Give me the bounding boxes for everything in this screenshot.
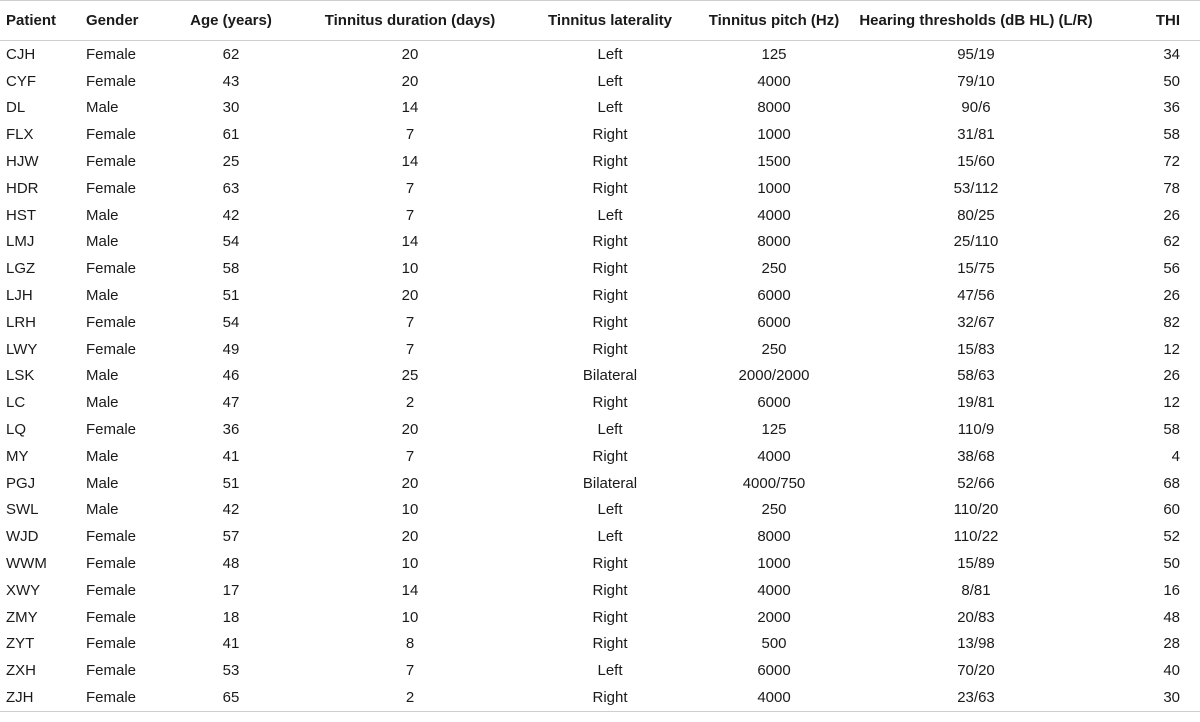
cell-thi: 58 <box>1163 126 1180 144</box>
table-row <box>0 363 1200 390</box>
cell-age: 41 <box>222 635 240 653</box>
cell-thi: 68 <box>1163 474 1180 492</box>
cell-patient: HDR <box>6 179 39 197</box>
cell-gender: Male <box>86 99 119 117</box>
cell-patient: LJH <box>6 287 33 305</box>
cell-hearing-thresholds: 110/20 <box>953 501 999 519</box>
cell-tinnitus-duration: 14 <box>401 233 419 251</box>
cell-thi: 26 <box>1163 367 1180 385</box>
cell-gender: Female <box>86 684 172 711</box>
cell-tinnitus-pitch: 4000 <box>757 447 791 465</box>
header-patient: Patient <box>0 1 86 41</box>
cell-tinnitus-laterality: Right <box>592 313 628 331</box>
cell-gender: Male <box>86 394 119 412</box>
cell-patient: LSK <box>6 367 35 385</box>
cell-tinnitus-pitch: 6000 <box>757 662 791 680</box>
cell-patient: WJD <box>6 528 39 546</box>
table-row <box>0 68 1200 95</box>
cell-hearing-thresholds: 15/83 <box>957 340 995 358</box>
cell-thi: 28 <box>1163 635 1180 653</box>
cell-thi: 50 <box>1163 555 1180 573</box>
cell-gender: Female <box>86 421 137 439</box>
cell-tinnitus-laterality: Left <box>597 206 623 224</box>
cell-tinnitus-duration: 7 <box>405 447 415 465</box>
cell-patient: ZYT <box>6 635 35 653</box>
cell-hearing-thresholds: 95/19 <box>957 45 995 63</box>
cell-thi: 78 <box>1163 179 1180 197</box>
cell-age: 25 <box>222 153 240 171</box>
table-row <box>0 604 1200 631</box>
cell-thi: 16 <box>1163 581 1180 599</box>
cell-age: 65 <box>172 684 290 711</box>
cell-gender: Male <box>86 367 119 385</box>
cell-tinnitus-duration: 10 <box>401 608 419 626</box>
cell-age: 46 <box>222 367 240 385</box>
cell-gender: Female <box>86 581 137 599</box>
cell-age: 51 <box>222 474 240 492</box>
cell-gender: Female <box>86 126 137 144</box>
cell-tinnitus-pitch: 500 <box>761 635 787 653</box>
table-row <box>0 497 1200 524</box>
table-row <box>0 175 1200 202</box>
cell-tinnitus-laterality: Left <box>597 45 623 63</box>
cell-tinnitus-duration: 20 <box>401 421 419 439</box>
table-row <box>0 148 1200 175</box>
header-tinnitus-laterality: Tinnitus laterality <box>530 1 690 41</box>
cell-age: 58 <box>222 260 240 278</box>
cell-gender: Female <box>86 608 137 626</box>
cell-patient: FLX <box>6 126 34 144</box>
cell-tinnitus-laterality: Right <box>592 635 628 653</box>
cell-tinnitus-laterality: Left <box>597 501 623 519</box>
cell-tinnitus-pitch: 4000 <box>690 684 858 711</box>
table-row <box>0 523 1200 550</box>
cell-thi: 48 <box>1163 608 1180 626</box>
cell-patient: ZJH <box>0 684 86 711</box>
cell-age: 30 <box>222 99 240 117</box>
cell-gender: Male <box>86 447 119 465</box>
cell-tinnitus-duration: 7 <box>405 179 415 197</box>
cell-gender: Female <box>86 153 137 171</box>
cell-tinnitus-duration: 7 <box>405 662 415 680</box>
table-row <box>0 470 1200 497</box>
cell-thi: 30 <box>1094 684 1200 711</box>
cell-age: 49 <box>222 340 240 358</box>
header-row <box>0 1 1200 41</box>
cell-gender: Female <box>86 662 137 680</box>
cell-tinnitus-duration: 20 <box>401 72 419 90</box>
cell-tinnitus-duration: 10 <box>401 260 419 278</box>
table-row <box>0 550 1200 577</box>
cell-tinnitus-pitch: 125 <box>761 45 787 63</box>
cell-tinnitus-duration: 20 <box>401 474 419 492</box>
cell-tinnitus-duration: 10 <box>401 555 419 573</box>
cell-patient: XWY <box>6 581 41 599</box>
cell-tinnitus-laterality: Bilateral <box>582 474 638 492</box>
cell-hearing-thresholds: 52/66 <box>957 474 995 492</box>
cell-tinnitus-pitch: 6000 <box>757 394 791 412</box>
cell-hearing-thresholds: 32/67 <box>957 313 995 331</box>
cell-tinnitus-laterality: Right <box>592 260 628 278</box>
cell-tinnitus-laterality: Left <box>597 421 623 439</box>
cell-gender: Female <box>86 528 137 546</box>
cell-age: 36 <box>222 421 240 439</box>
table-row <box>0 577 1200 604</box>
cell-age: 43 <box>222 72 240 90</box>
cell-tinnitus-pitch: 1500 <box>757 153 791 171</box>
cell-thi: 50 <box>1163 72 1180 90</box>
cell-patient: WWM <box>6 555 47 573</box>
cell-tinnitus-pitch: 1000 <box>757 126 791 144</box>
cell-tinnitus-laterality: Right <box>592 153 628 171</box>
table-row <box>0 309 1200 336</box>
header-gender: Gender <box>86 1 172 41</box>
cell-tinnitus-pitch: 2000/2000 <box>738 367 810 385</box>
cell-tinnitus-duration: 7 <box>405 206 415 224</box>
cell-tinnitus-duration: 25 <box>401 367 419 385</box>
cell-tinnitus-duration: 20 <box>401 287 419 305</box>
cell-patient: PGJ <box>6 474 36 492</box>
cell-hearing-thresholds: 110/9 <box>957 421 995 439</box>
cell-thi: 34 <box>1163 45 1180 63</box>
cell-patient: CYF <box>6 72 36 90</box>
cell-tinnitus-laterality: Right <box>592 581 628 599</box>
table-row <box>0 336 1200 363</box>
cell-hearing-thresholds: 23/63 <box>858 684 1094 711</box>
cell-hearing-thresholds: 15/89 <box>957 555 995 573</box>
cell-gender: Female <box>86 555 137 573</box>
cell-tinnitus-duration: 20 <box>401 528 419 546</box>
cell-age: 17 <box>222 581 240 599</box>
cell-age: 53 <box>222 662 240 680</box>
cell-patient: CJH <box>6 45 36 63</box>
cell-gender: Male <box>86 233 119 251</box>
cell-tinnitus-laterality: Right <box>592 447 628 465</box>
cell-hearing-thresholds: 58/63 <box>957 367 995 385</box>
table-body <box>0 41 1200 712</box>
cell-age: 54 <box>222 233 240 251</box>
cell-tinnitus-laterality: Right <box>592 340 628 358</box>
cell-thi: 58 <box>1163 421 1180 439</box>
cell-patient: LQ <box>6 421 27 439</box>
cell-age: 41 <box>222 447 240 465</box>
table-header <box>0 1 1200 41</box>
table-row <box>0 416 1200 443</box>
table-row <box>0 41 1200 68</box>
cell-tinnitus-pitch: 4000 <box>757 72 791 90</box>
cell-tinnitus-pitch: 6000 <box>757 287 791 305</box>
cell-thi: 72 <box>1163 153 1180 171</box>
cell-patient: SWL <box>6 501 39 519</box>
table-row <box>0 229 1200 256</box>
cell-gender: Female <box>86 72 137 90</box>
header-tinnitus-pitch: Tinnitus pitch (Hz) <box>690 1 858 41</box>
cell-age: 62 <box>222 45 240 63</box>
cell-tinnitus-laterality: Right <box>592 394 628 412</box>
cell-tinnitus-pitch: 4000 <box>757 206 791 224</box>
table-row <box>0 389 1200 416</box>
cell-thi: 82 <box>1163 313 1180 331</box>
cell-tinnitus-duration: 7 <box>405 313 415 331</box>
cell-age: 18 <box>222 608 240 626</box>
cell-gender: Female <box>86 260 137 278</box>
cell-tinnitus-pitch: 250 <box>761 501 787 519</box>
cell-thi: 52 <box>1163 528 1180 546</box>
cell-thi: 62 <box>1163 233 1180 251</box>
cell-tinnitus-laterality: Right <box>592 287 628 305</box>
cell-patient: ZXH <box>6 662 36 680</box>
cell-patient: HST <box>6 206 36 224</box>
cell-gender: Female <box>86 179 137 197</box>
cell-hearing-thresholds: 15/75 <box>957 260 995 278</box>
cell-tinnitus-duration: 20 <box>401 45 419 63</box>
cell-gender: Female <box>86 635 137 653</box>
table-row <box>0 202 1200 229</box>
cell-tinnitus-laterality: Left <box>597 72 623 90</box>
cell-tinnitus-pitch: 250 <box>761 340 787 358</box>
cell-hearing-thresholds: 53/112 <box>953 179 999 197</box>
cell-tinnitus-pitch: 8000 <box>757 99 791 117</box>
table-row <box>0 95 1200 122</box>
cell-tinnitus-laterality: Left <box>597 99 623 117</box>
cell-tinnitus-laterality: Bilateral <box>582 367 638 385</box>
cell-gender: Female <box>86 313 137 331</box>
cell-tinnitus-pitch: 2000 <box>757 608 791 626</box>
cell-gender: Male <box>86 287 119 305</box>
table-row <box>0 631 1200 658</box>
cell-tinnitus-pitch: 250 <box>761 260 787 278</box>
cell-age: 48 <box>222 555 240 573</box>
cell-thi: 56 <box>1163 260 1180 278</box>
cell-thi: 60 <box>1163 501 1180 519</box>
cell-gender: Female <box>86 340 137 358</box>
header-thi: THI <box>1094 1 1200 41</box>
cell-patient: LWY <box>6 340 38 358</box>
cell-hearing-thresholds: 8/81 <box>961 581 991 599</box>
cell-hearing-thresholds: 80/25 <box>957 206 995 224</box>
cell-age: 54 <box>222 313 240 331</box>
cell-tinnitus-laterality: Right <box>592 179 628 197</box>
cell-thi: 4 <box>1171 447 1180 465</box>
cell-hearing-thresholds: 25/110 <box>953 233 999 251</box>
cell-hearing-thresholds: 110/22 <box>953 528 999 546</box>
cell-tinnitus-duration: 14 <box>401 153 419 171</box>
table-row <box>0 121 1200 148</box>
cell-tinnitus-duration: 2 <box>405 394 415 412</box>
cell-tinnitus-duration: 10 <box>401 501 419 519</box>
table-row <box>0 443 1200 470</box>
cell-thi: 12 <box>1163 394 1180 412</box>
cell-tinnitus-pitch: 8000 <box>757 528 791 546</box>
header-hearing-thresholds: Hearing thresholds (dB HL) (L/R) <box>858 1 1094 41</box>
cell-tinnitus-laterality: Left <box>597 662 623 680</box>
cell-tinnitus-duration: 8 <box>405 635 415 653</box>
cell-tinnitus-laterality: Left <box>597 528 623 546</box>
cell-tinnitus-laterality: Right <box>592 608 628 626</box>
cell-hearing-thresholds: 70/20 <box>957 662 995 680</box>
table-row <box>0 684 1200 711</box>
cell-tinnitus-duration: 2 <box>290 684 530 711</box>
cell-thi: 26 <box>1163 287 1180 305</box>
cell-tinnitus-laterality: Right <box>530 684 690 711</box>
cell-thi: 36 <box>1163 99 1180 117</box>
cell-tinnitus-pitch: 125 <box>761 421 787 439</box>
cell-tinnitus-duration: 7 <box>405 126 415 144</box>
header-age: Age (years) <box>172 1 290 41</box>
cell-tinnitus-laterality: Right <box>592 233 628 251</box>
cell-thi: 26 <box>1163 206 1180 224</box>
cell-hearing-thresholds: 15/60 <box>957 153 995 171</box>
cell-gender: Male <box>86 501 119 519</box>
cell-patient: LRH <box>6 313 37 331</box>
cell-hearing-thresholds: 20/83 <box>957 608 995 626</box>
cell-hearing-thresholds: 31/81 <box>957 126 995 144</box>
table-row <box>0 657 1200 684</box>
cell-tinnitus-duration: 14 <box>401 99 419 117</box>
cell-gender: Male <box>86 474 119 492</box>
cell-patient: DL <box>6 99 26 117</box>
cell-thi: 40 <box>1163 662 1180 680</box>
cell-patient: MY <box>6 447 29 465</box>
cell-patient: ZMY <box>6 608 38 626</box>
cell-hearing-thresholds: 90/6 <box>961 99 991 117</box>
cell-age: 61 <box>222 126 240 144</box>
cell-tinnitus-pitch: 1000 <box>757 179 791 197</box>
cell-patient: LC <box>6 394 26 412</box>
cell-hearing-thresholds: 38/68 <box>957 447 995 465</box>
cell-tinnitus-laterality: Right <box>592 126 628 144</box>
cell-tinnitus-laterality: Right <box>592 555 628 573</box>
header-tinnitus-duration: Tinnitus duration (days) <box>290 1 530 41</box>
cell-hearing-thresholds: 79/10 <box>957 72 995 90</box>
cell-age: 51 <box>222 287 240 305</box>
cell-age: 63 <box>222 179 240 197</box>
cell-hearing-thresholds: 19/81 <box>957 394 995 412</box>
cell-age: 47 <box>222 394 240 412</box>
table-row <box>0 255 1200 282</box>
cell-tinnitus-duration: 14 <box>401 581 419 599</box>
cell-gender: Male <box>86 206 119 224</box>
cell-gender: Female <box>86 45 137 63</box>
cell-tinnitus-pitch: 4000 <box>757 581 791 599</box>
cell-tinnitus-duration: 7 <box>405 340 415 358</box>
cell-patient: HJW <box>6 153 39 171</box>
cell-tinnitus-pitch: 6000 <box>757 313 791 331</box>
cell-hearing-thresholds: 47/56 <box>957 287 995 305</box>
cell-tinnitus-pitch: 4000/750 <box>742 474 806 492</box>
cell-thi: 12 <box>1163 340 1180 358</box>
cell-age: 42 <box>222 501 240 519</box>
cell-tinnitus-pitch: 1000 <box>757 555 791 573</box>
cell-patient: LMJ <box>6 233 35 251</box>
table-row <box>0 282 1200 309</box>
cell-age: 57 <box>222 528 240 546</box>
cell-patient: LGZ <box>6 260 36 278</box>
cell-hearing-thresholds: 13/98 <box>957 635 995 653</box>
cell-age: 42 <box>222 206 240 224</box>
cell-tinnitus-pitch: 8000 <box>757 233 791 251</box>
